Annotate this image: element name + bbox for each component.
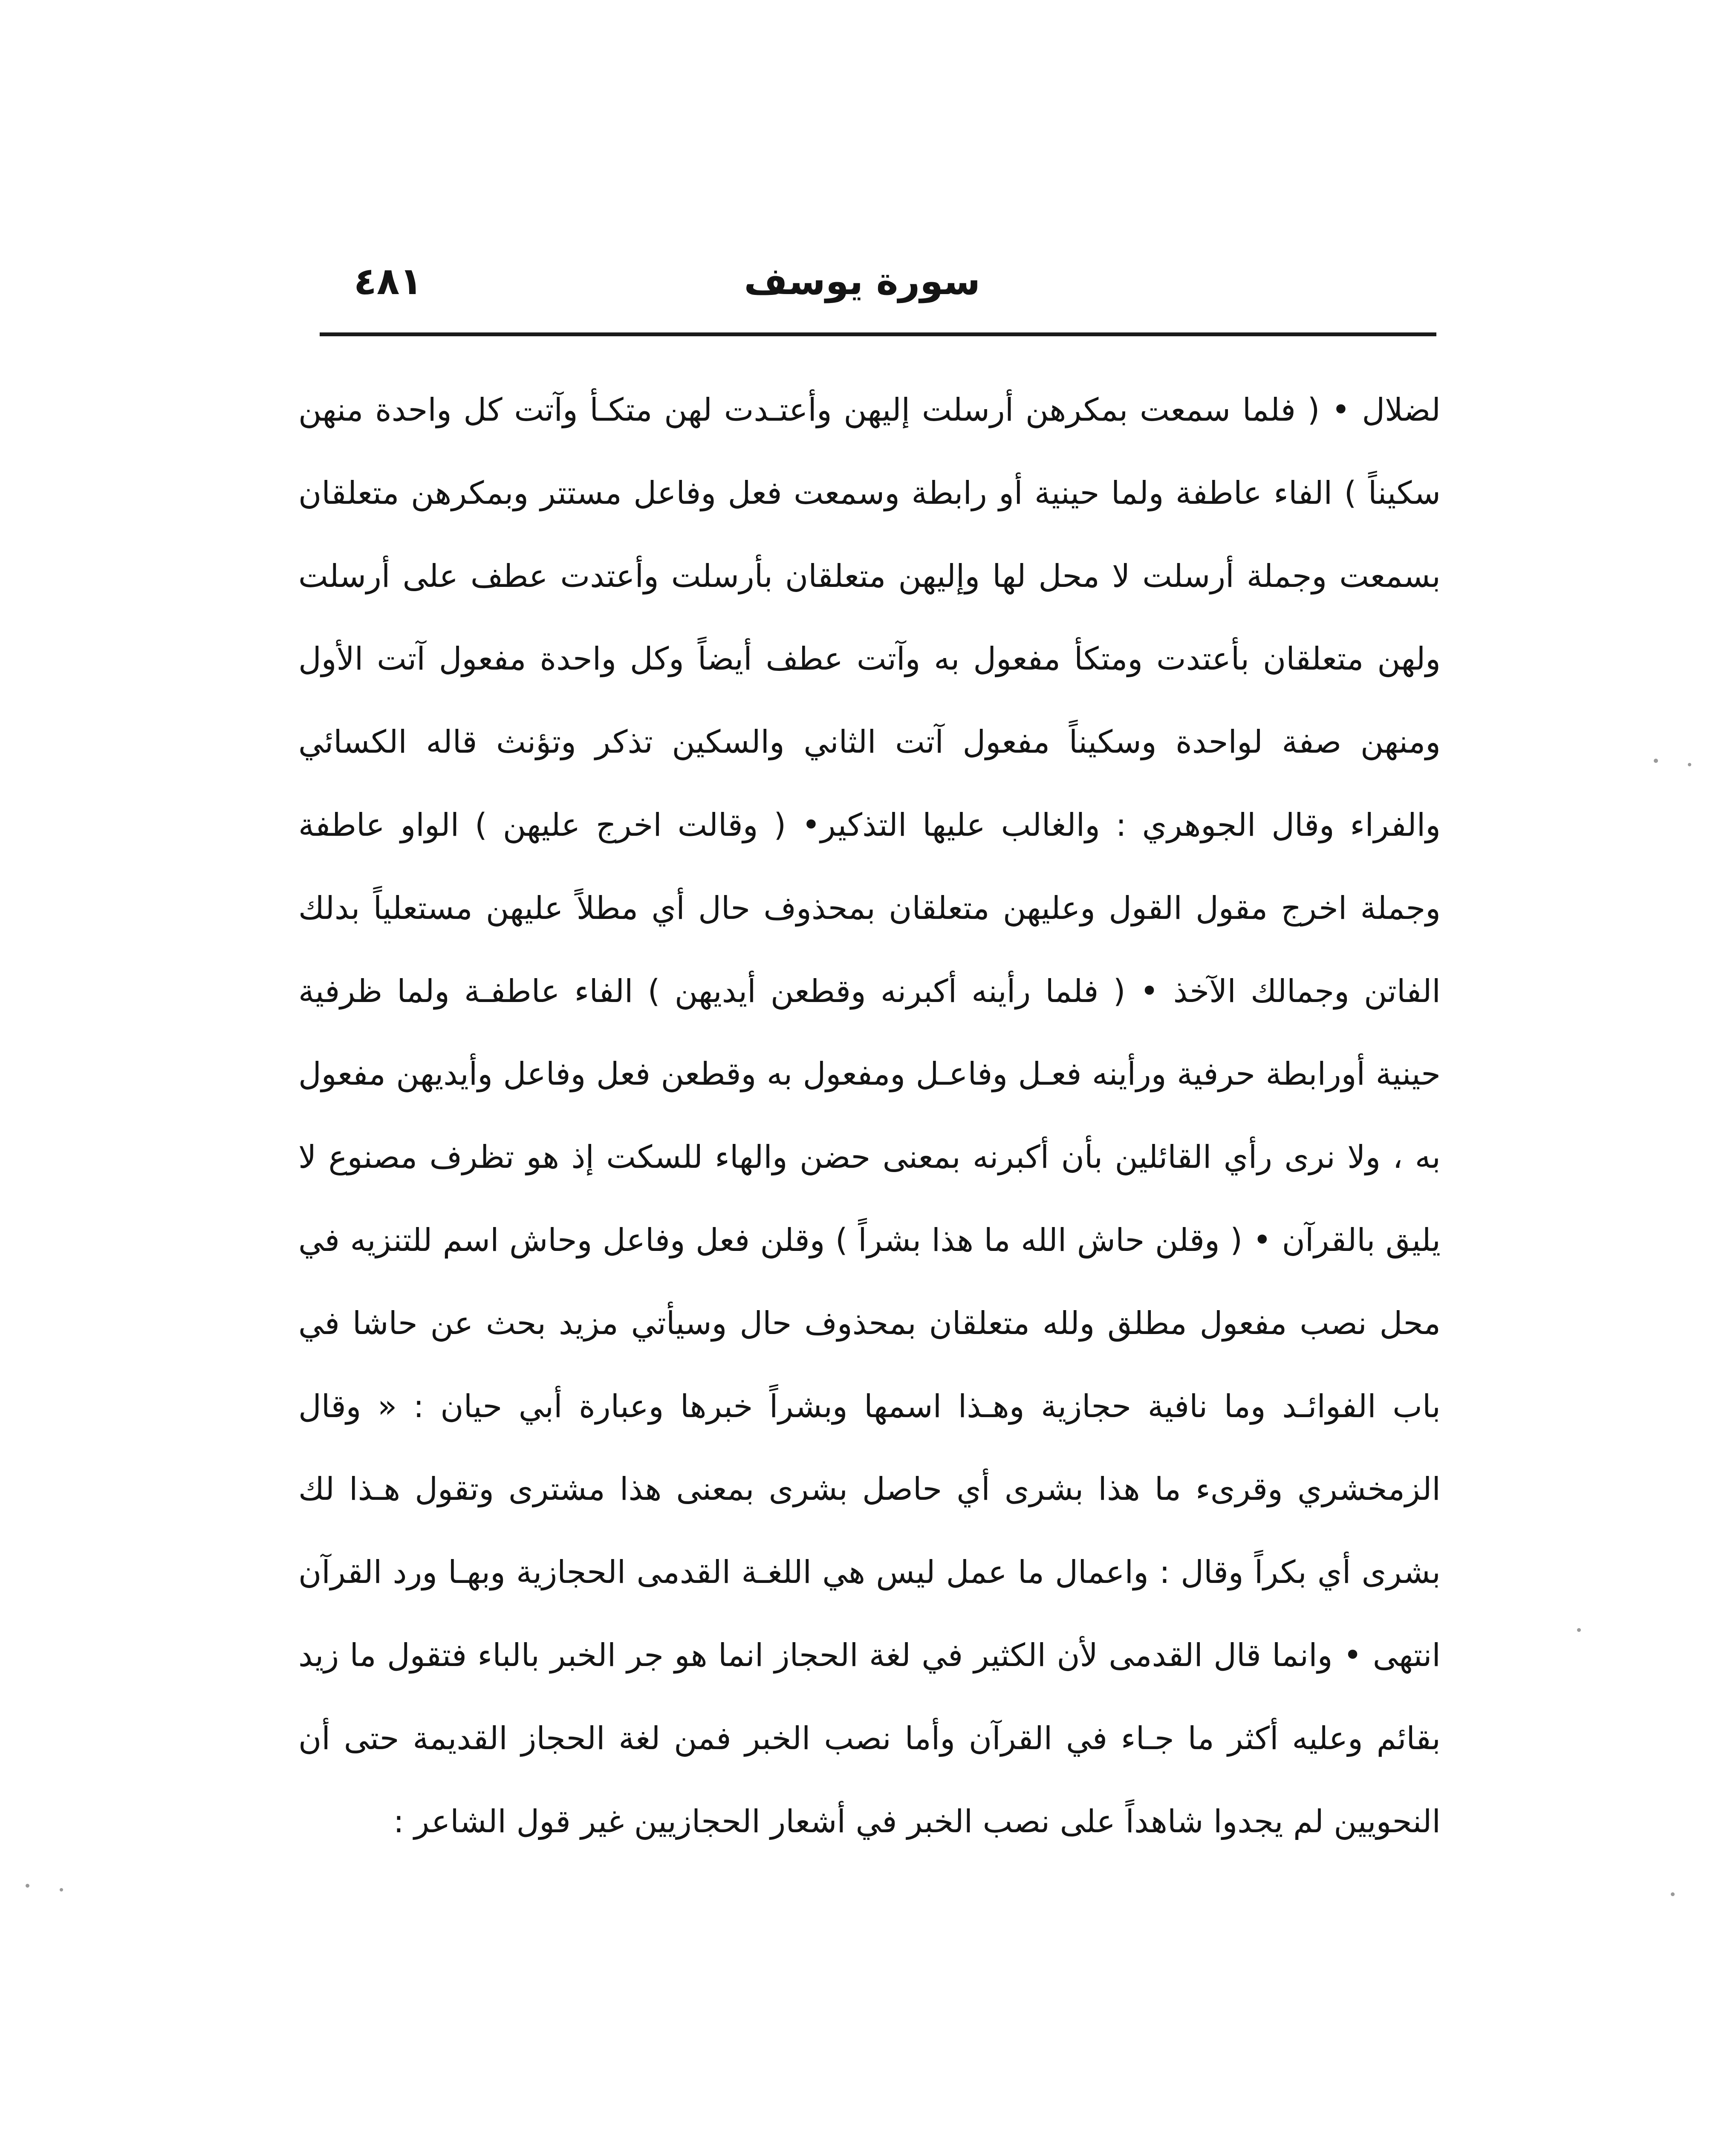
page-number: ٤٨١	[354, 259, 423, 303]
scan-speck	[26, 1884, 29, 1888]
scan-speck	[1577, 1628, 1581, 1632]
header-rule	[320, 332, 1436, 336]
scan-speck	[60, 1888, 63, 1891]
body-paragraph: لضلال • ( فلما سمعت بمكرهن أرسلت إليهن وأعتـدت لهن متكـأ وآتت كل واحدة منهن سكيناً ) الفاء عاطفة ولما حينية أو رابطة وسمعت فعل وفاعل مستتر وبمكرهن متعلقان بسمعت وجملة أرسلت لا محل لها وإليهن متعلقان بأرسلت وأعتدت عطف على أرسلت ولهن متعلقان بأعتدت ومتكأ مفعول به وآتت عطف أيضاً وكل واحدة مفعول آتت الأول ومنهن صفة لواحدة وسكيناً مفعول آتت الثاني والسكين تذكر وتؤنث قاله الكسائي والفراء وقال الجوهري : والغالب عليها التذكير• ( وقالت اخرج عليهن ) الواو عاطفة وجملة اخرج مقول القول وعليهن متعلقان بمحذوف حال أي مطلاً عليهن مستعلياً بدلك الفاتن وجمالك الآخذ • ( فلما رأينه أكبرنه وقطعن أيديهن ) الفاء عاطفـة ولما ظرفية حينية أورابطة حرفية ورأينه فعـل وفاعـل ومفعول به وقطعن فعل وفاعل وأيديهن مفعول به ، ولا نرى رأي القائلين بأن أكبرنه بمعنى حضن والهاء للسكت إذ هو تظرف مصنوع لا يليق بالقرآن • ( وقلن حاش الله ما هذا بشراً ) وقلن فعل وفاعل وحاش اسم للتنزيه في محل نصب مفعول مطلق ولله متعلقان بمحذوف حال وسيأتي مزيد بحث عن حاشا في باب الفوائـد وما نافية حجازية وهـذا اسمها وبشراً خبرها وعبارة أبي حيان : « وقال الزمخشري وقرىء ما هذا بشرى أي حاصل بشرى بمعنى هذا مشترى وتقول هـذا لك بشرى أي بكراً وقال : واعمال ما عمل ليس هي اللغـة القدمى الحجازية وبهـا ورد القرآن انتهى • وانما قال القدمى لأن الكثير في لغة الحجاز انما هو جر الخبر بالباء فتقول ما زيد بقائم وعليه أكثر ما جـاء في القرآن وأما نصب الخبر فمن لغة الحجاز القديمة حتى أن النحويين لم يجدوا شاهداً على نصب الخبر في أشعار الحجازيين غير قول الشاعر :	[298, 392, 1441, 1840]
running-header	[324, 251, 1449, 315]
scan-speck	[1654, 759, 1658, 763]
scan-speck	[1688, 763, 1691, 766]
chapter-title: سورة يوسف	[744, 259, 980, 303]
scan-speck	[1671, 1892, 1675, 1896]
